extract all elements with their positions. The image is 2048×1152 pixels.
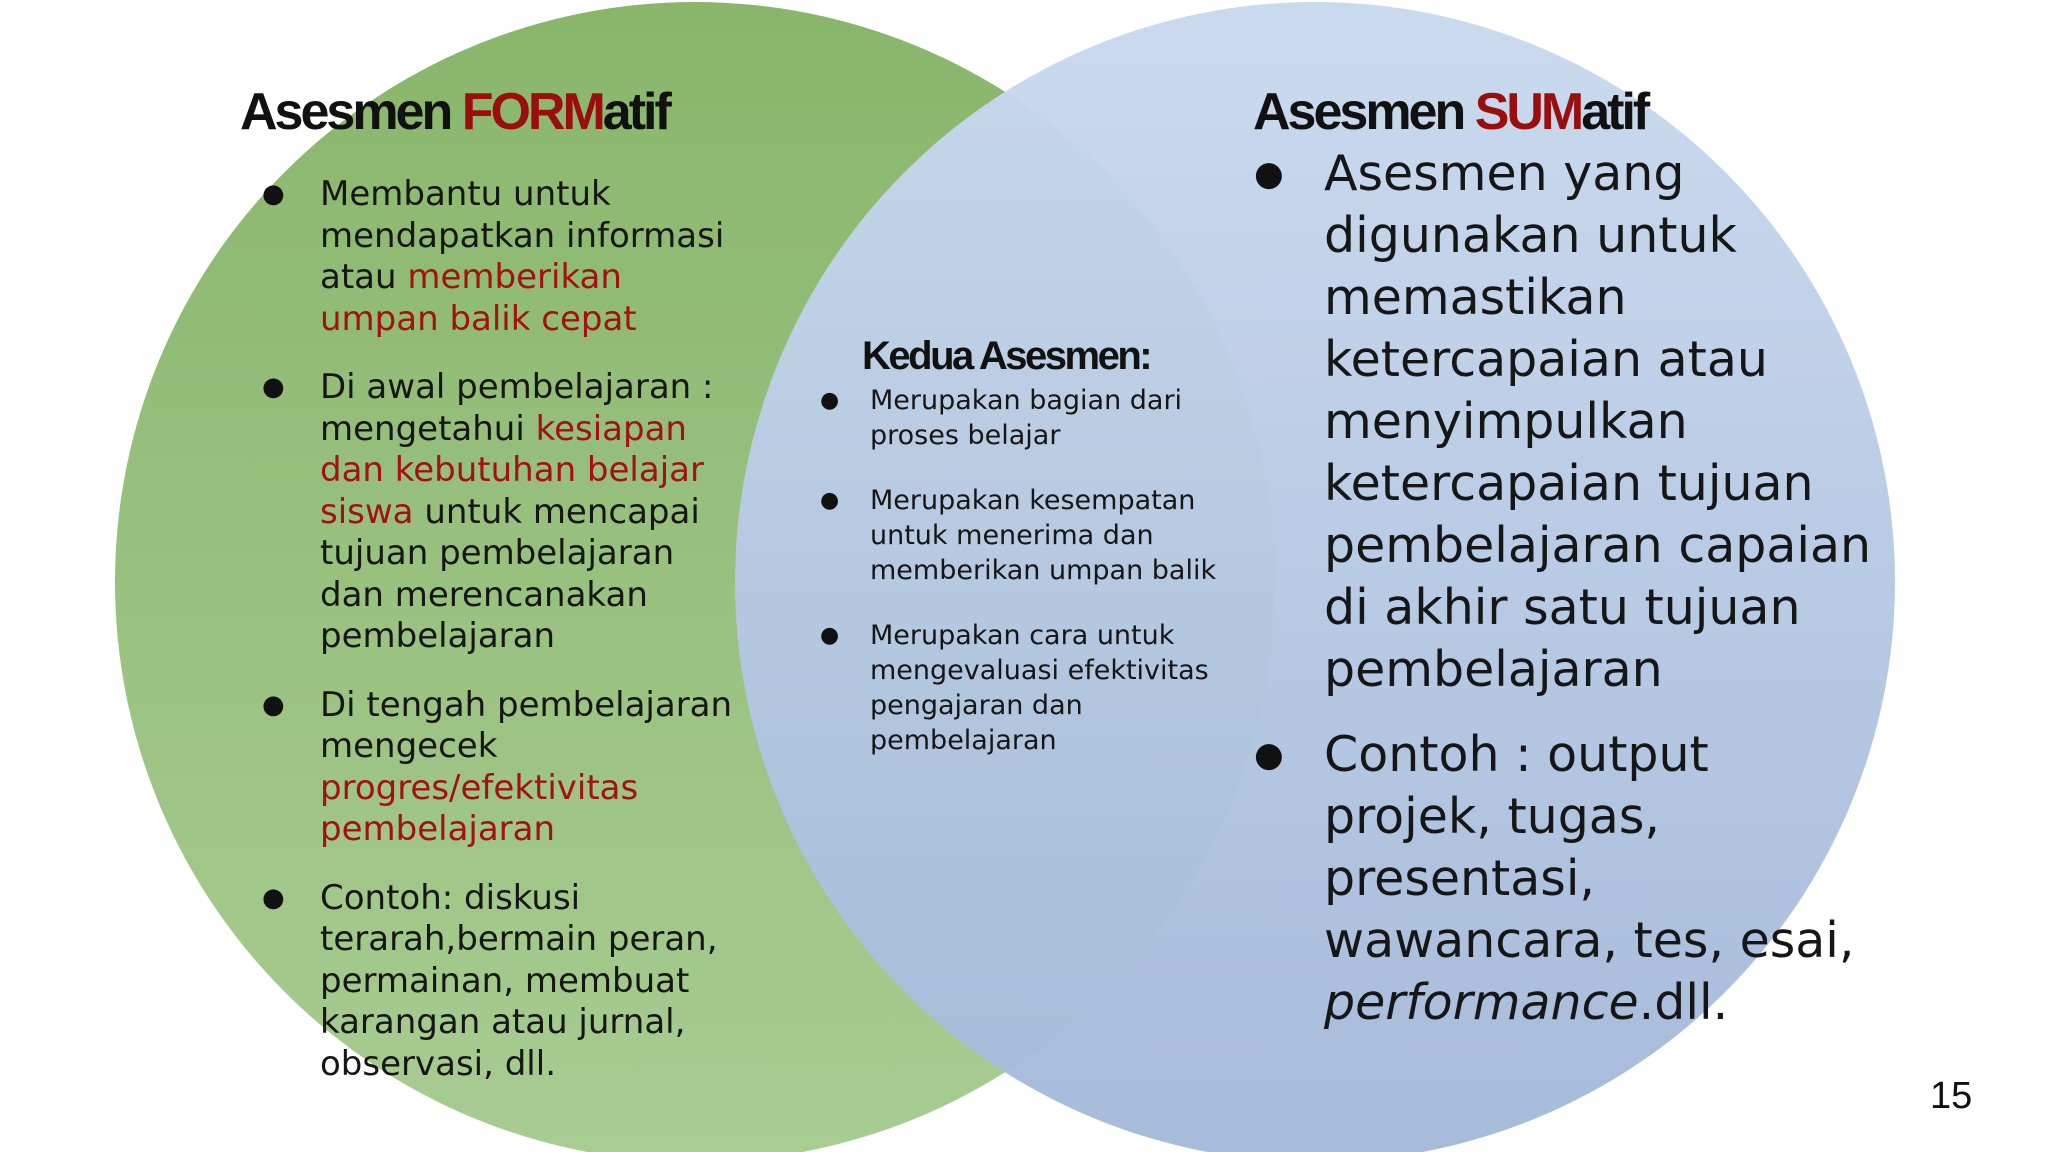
sumatif-item: ● Asesmen yang digunakan untuk memastikan ketercapaian atau menyimpulkan ketercapaian tujuan pembelajaran capaian di akhir satu tujuan pembelajaran — [1324, 143, 1884, 701]
formatif-heading-suffix: atif — [602, 83, 669, 141]
formatif-heading — [240, 83, 669, 141]
formatif-heading-prefix: Asesmen — [240, 83, 462, 141]
kedua-list — [870, 383, 1230, 788]
formatif-item: ● Membantu untuk mendapatkan informasi atau memberikan umpan balik cepat — [320, 174, 740, 340]
sumatif-heading-suffix: atif — [1581, 83, 1648, 141]
sumatif-heading-highlight: SUM — [1474, 83, 1582, 141]
formatif-item: ● Contoh: diskusi terarah,bermain peran, permainan, membuat karangan atau jurnal, observasi, dll. — [320, 878, 740, 1086]
kedua-heading: Kedua Asesmen: — [862, 334, 1153, 378]
sumatif-heading-prefix: Asesmen — [1253, 83, 1475, 141]
kedua-item: ● Merupakan kesempatan untuk menerima dan memberikan umpan balik — [870, 483, 1230, 588]
formatif-list — [320, 174, 740, 1112]
formatif-item: ● Di tengah pembelajaran mengecek progres/efektivitas pembelajaran — [320, 685, 740, 851]
sumatif-heading — [1253, 83, 1648, 141]
sumatif-item: ● Contoh : output projek, tugas, presentasi, wawancara, tes, esai, performance.dll. — [1324, 724, 1884, 1034]
kedua-item: ● Merupakan cara untuk mengevaluasi efektivitas pengajaran dan pembelajaran — [870, 618, 1230, 758]
kedua-item: ● Merupakan bagian dari proses belajar — [870, 383, 1230, 453]
sumatif-list — [1324, 143, 1884, 1057]
formatif-heading-highlight: FORM — [461, 83, 603, 141]
page-number: 15 — [1930, 1075, 1973, 1117]
formatif-item: ● Di awal pembelajaran : mengetahui kesiapan dan kebutuhan belajar siswa untuk mencapai tujuan pembelajaran dan merencanakan pembelajaran — [320, 367, 740, 658]
